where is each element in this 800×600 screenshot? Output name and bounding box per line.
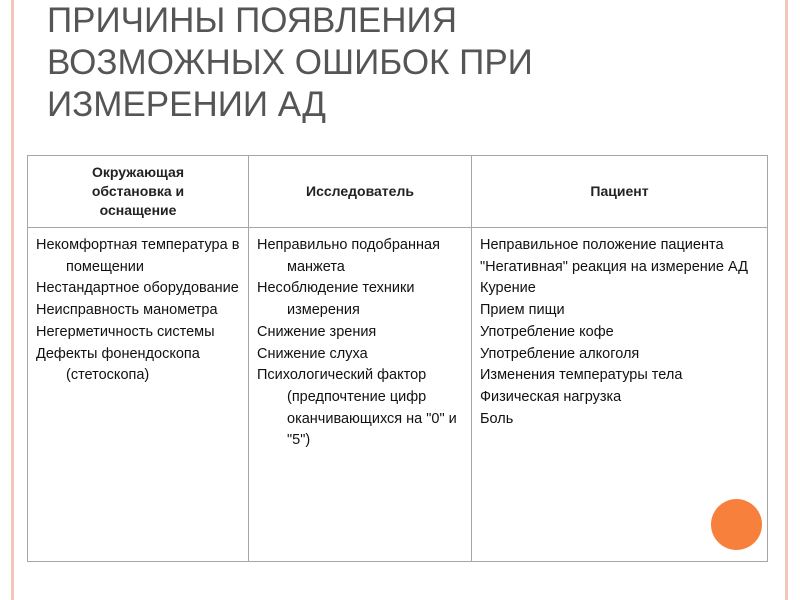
list-item: Физическая нагрузка xyxy=(480,388,622,405)
list-item: Снижение зрения xyxy=(257,323,377,340)
list-item: "Негативная" реакция на измерение АД xyxy=(480,258,748,275)
table-row xyxy=(28,228,768,562)
cell-examiner xyxy=(249,228,472,562)
list-item: Курение xyxy=(480,280,536,297)
list-item: Снижение слуха xyxy=(257,345,368,362)
slide-title: ПРИЧИНЫ ПОЯВЛЕНИЯ ВОЗМОЖНЫХ ОШИБОК ПРИ ИЗМЕРЕНИИ АД xyxy=(47,1,533,124)
list-item: Употребление кофе xyxy=(480,323,614,340)
header-examiner: Исследователь xyxy=(249,156,472,228)
list-item: Боль xyxy=(480,410,514,427)
list-item: Изменения температуры тела xyxy=(480,367,683,384)
list-item: Употребление алкоголя xyxy=(480,345,640,362)
examiner-causes-list xyxy=(249,235,471,452)
list-item: Неисправность манометра xyxy=(36,302,218,319)
list-item: Негерметичность системы xyxy=(36,323,215,340)
list-item: Неправильное положение пациента xyxy=(480,237,724,253)
patient-causes-list xyxy=(472,235,767,430)
list-item: Прием пищи xyxy=(480,302,565,319)
list-item: Дефекты фонендоскопа (стетоскопа) xyxy=(36,345,200,384)
header-environment: Окружающая обстановка и оснащение xyxy=(28,156,249,228)
list-item: Некомфортная температура в помещении xyxy=(36,237,240,275)
orange-circle-decoration xyxy=(711,499,762,550)
list-item: Нестандартное оборудование xyxy=(36,280,239,297)
header-patient: Пациент xyxy=(472,156,768,228)
error-causes-table xyxy=(27,155,768,562)
table-header-row xyxy=(28,156,768,228)
list-item: Психологический фактор (предпочтение цифр оканчивающихся на "0" и "5") xyxy=(257,367,457,449)
environment-causes-list xyxy=(28,235,248,387)
list-item: Неправильно подобранная манжета xyxy=(257,237,440,275)
list-item: Несоблюдение техники измерения xyxy=(257,280,415,319)
cell-environment xyxy=(28,228,249,562)
